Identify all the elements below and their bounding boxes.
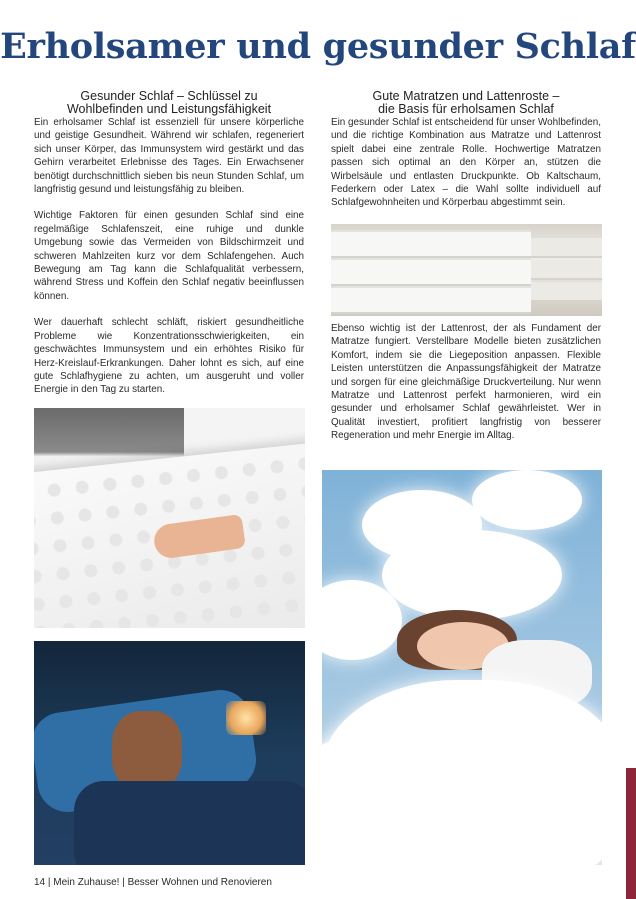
left-paragraph-3: Wer dauerhaft schlecht schläft, riskiert gesundheitliche Probleme wie Konzentrationsschwierigkeiten, ein geschwächtes Immunsystem und ein erhöhtes Risiko für Herz-Kreislauf-Erkrankungen. Daher lohnt es sich, auf eine gute Schlafhygiene zu achten, um ausgeruht und voller Energie in den Tag zu starten.	[34, 317, 304, 396]
sleeping-man-photo	[34, 641, 305, 865]
left-heading-line2: Wohlbefinden und Leistungsfähigkeit	[66, 102, 272, 116]
right-column-lower	[331, 322, 601, 443]
right-heading-line1: Gute Matratzen und Lattenroste –	[372, 89, 560, 103]
page-footer: 14 | Mein Zuhause! | Besser Wohnen und Renovieren	[34, 877, 272, 888]
woman-cloud-photo	[322, 470, 602, 865]
left-heading-line1: Gesunder Schlaf – Schlüssel zu	[80, 89, 258, 103]
right-paragraph-1: Ein gesunder Schlaf ist entscheidend für unser Wohlbefinden, und die richtige Kombination aus Matratze und Lattenrost spielt dabei eine zentrale Rolle. Hochwertige Matratzen passen sich optimal an den Körper an, stützen die Wirbelsäule und entlasten Druckpunkte. Ob Kaltschaum, Federkern oder Latex – die Wahl sollte individuell auf Schlafgewohnheiten und Körperbau abgestimmt sein.	[331, 117, 601, 209]
left-paragraph-2: Wichtige Faktoren für einen gesunden Schlaf sind eine regelmäßige Schlafenszeit, eine ruhige und dunkle Umgebung sowie das Vermeiden von Bildschirmzeit und schweren Mahlzeiten kurz vor dem Schlafengehen. Auch Bewegung am Tag kann die Schlafqualität verbessern, während Stress und Koffein den Schlaf negativ beeinflussen können.	[34, 210, 304, 302]
right-column	[331, 90, 601, 210]
right-heading	[331, 90, 601, 116]
page-title: Erholsamer und gesunder Schlaf	[0, 26, 636, 67]
left-heading	[34, 90, 304, 116]
mattress-hand-photo	[34, 408, 305, 628]
right-paragraph-2: Ebenso wichtig ist der Lattenrost, der als Fundament der Matratze fungiert. Verstellbare Modelle bieten zusätzlichen Komfort, indem sie die Liegeposition anpassen. Flexible Leisten unterstützen die Anpassungsfähigkeit der Matratze und sorgen für eine gleichmäßige Druckverteilung. Nur wenn Matratze und Lattenrost perfekt harmonieren, wird ein gesunder und erholsamer Schlaf gewährleistet. Wer in Qualität investiert, profitiert langfristig von besserer Regeneration und mehr Energie im Alltag.	[331, 323, 601, 442]
left-column	[34, 90, 304, 397]
mattress-stack-photo	[331, 224, 602, 316]
left-paragraph-1: Ein erholsamer Schlaf ist essenziell für unsere körperliche und geistige Gesundheit. Während wir schlafen, regeneriert sich unser Körper, das Immunsystem wird gestärkt und das Gehirn verarbeitet Erlebnisse des Tages. Ein Erwachsener benötigt durchschnittlich sieben bis neun Stunden Schlaf, um langfristig gesund und leistungsfähig zu bleiben.	[34, 117, 304, 196]
right-heading-line2: die Basis für erholsamen Schlaf	[378, 102, 554, 116]
page-edge-tab	[626, 768, 636, 899]
